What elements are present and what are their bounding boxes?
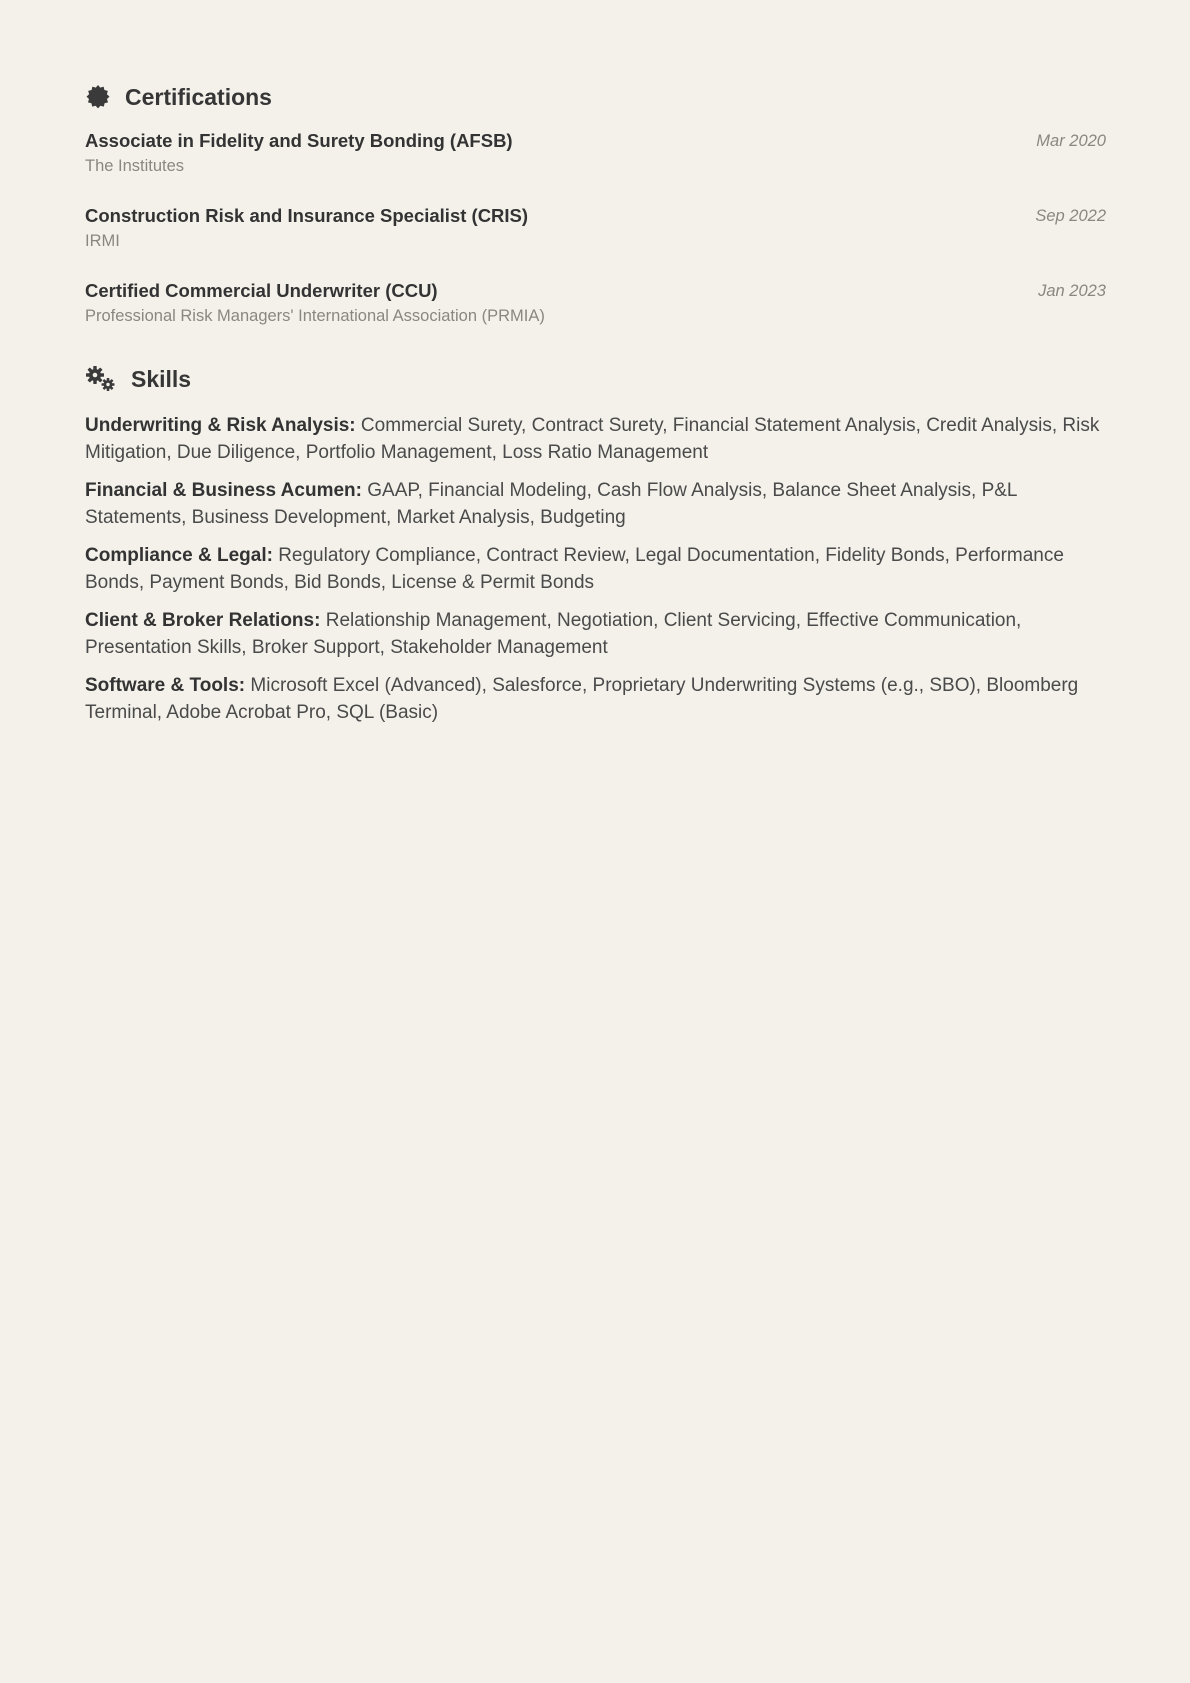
skill-values: Microsoft Excel (Advanced), Salesforce, Proprietary Underwriting Systems (e.g., SBO), Bloomberg Terminal, Adobe Acrobat Pro, SQL (Basic) — [85, 675, 1079, 723]
certification-name: Certified Commercial Underwriter (CCU) — [85, 280, 438, 301]
skill-item — [85, 412, 1106, 466]
skill-category: Software & Tools: — [85, 675, 246, 696]
certifications-title: Certifications — [125, 83, 272, 110]
certificate-badge-icon — [85, 83, 113, 111]
certification-issuer: The Institutes — [85, 157, 185, 175]
certification-date: Sep 2022 — [1035, 207, 1106, 225]
skill-category: Compliance & Legal: — [85, 545, 273, 566]
skill-item — [85, 607, 1106, 661]
gears-icon — [85, 365, 117, 393]
certification-date: Jan 2023 — [1038, 282, 1106, 300]
skills-header — [85, 360, 1106, 398]
certification-item — [85, 128, 1106, 188]
skill-item — [85, 477, 1106, 531]
skill-category: Financial & Business Acumen: — [85, 480, 362, 501]
certifications-list — [85, 128, 1106, 338]
certification-date: Mar 2020 — [1036, 132, 1106, 150]
resume-page — [85, 78, 1106, 737]
skills-title: Skills — [131, 365, 192, 392]
certifications-section — [85, 78, 1106, 338]
skill-values: Commercial Surety, Contract Surety, Financial Statement Analysis, Credit Analysis, Risk Mitigation, Due Diligence, Portfolio Management, Loss Ratio Management — [85, 415, 1100, 463]
skill-category: Client & Broker Relations: — [85, 610, 321, 631]
certification-issuer: IRMI — [85, 232, 120, 250]
skills-list — [85, 412, 1106, 726]
skill-item — [85, 542, 1106, 596]
certification-name: Construction Risk and Insurance Specialist (CRIS) — [85, 205, 529, 226]
skill-values: GAAP, Financial Modeling, Cash Flow Analysis, Balance Sheet Analysis, P&L Statements, Business Development, Market Analysis, Budgeting — [85, 480, 1017, 528]
certification-item — [85, 278, 1106, 338]
certification-item — [85, 203, 1106, 263]
skill-values: Relationship Management, Negotiation, Client Servicing, Effective Communication, Presentation Skills, Broker Support, Stakeholder Management — [85, 610, 1022, 658]
skill-category: Underwriting & Risk Analysis: — [85, 415, 356, 436]
certifications-header — [85, 78, 1106, 116]
skills-section — [85, 360, 1106, 726]
skill-values: Regulatory Compliance, Contract Review, Legal Documentation, Fidelity Bonds, Performance Bonds, Payment Bonds, Bid Bonds, License & Permit Bonds — [85, 545, 1064, 593]
certification-name: Associate in Fidelity and Surety Bonding (AFSB) — [85, 130, 513, 151]
skill-item — [85, 672, 1106, 726]
certification-issuer: Professional Risk Managers' International Association (PRMIA) — [85, 307, 545, 325]
